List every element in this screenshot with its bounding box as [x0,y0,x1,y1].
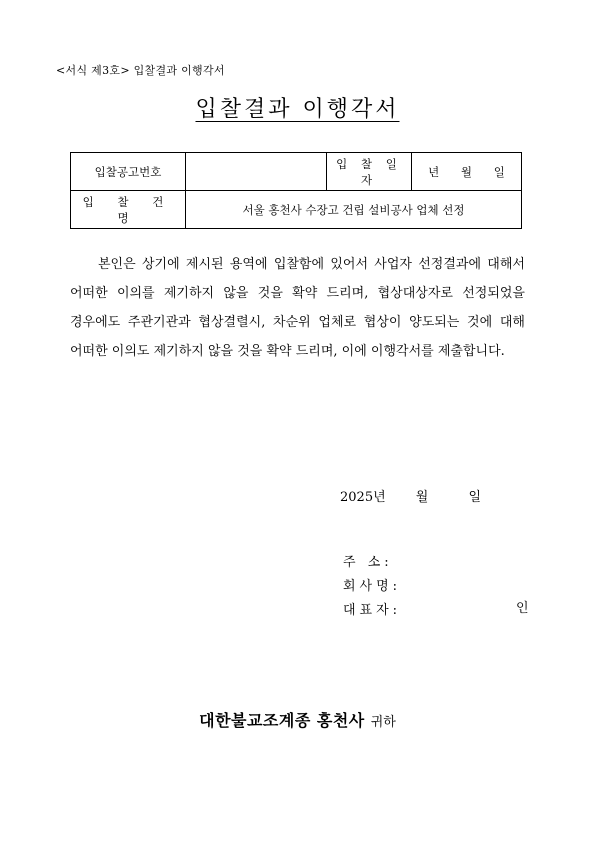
bid-date-value: 년 월 일 [412,153,522,191]
bid-notice-number-value [186,153,327,191]
representative-line [343,599,407,618]
representative-label: 대표자: [343,603,402,618]
table-row [71,153,522,191]
pledge-body: 본인은 상기에 제시된 용역에 입찰함에 있어서 사업자 선정결과에 대해서 어떠한 이의를 제기하지 않을 것을 확약 드리며, 협상대상자로 선정되었을 경우에도 주관기관과 협상결렬시, 차순위 업체로 협상이 양도되는 것에 대해 어떠한 이의도 제기하지 않을 것을 확약 드리며, 이에 이행각서를 제출합니다. [70,257,525,359]
seal-mark: 인 [516,601,529,616]
bid-title-value: 서울 홍천사 수장고 건립 설비공사 업체 선정 [186,191,522,229]
signing-date [340,486,481,505]
bid-title-label: 입 찰 건 명 [71,191,186,229]
form-number: <서식 제3호> 입찰결과 이행각서 [56,64,225,77]
address-label: 주 소: [343,555,393,570]
date-day: 일 [468,490,482,505]
bid-info-table [70,152,522,229]
company-label: 회사명: [343,579,402,594]
table-row [71,191,522,229]
date-month: 월 [415,490,429,505]
bid-notice-number-label: 입찰공고번호 [71,153,186,191]
bid-date-label: 입 찰 일 자 [327,153,412,191]
document-title: 입찰결과 이행각서 [195,97,400,122]
recipient-suffix: 귀하 [370,715,396,730]
address-line [343,551,407,570]
document-title-wrap [0,92,595,123]
recipient [0,708,595,731]
date-year: 2025년 [340,490,386,505]
company-line [343,575,407,594]
recipient-name: 대한불교조계종 홍천사 [199,711,365,730]
